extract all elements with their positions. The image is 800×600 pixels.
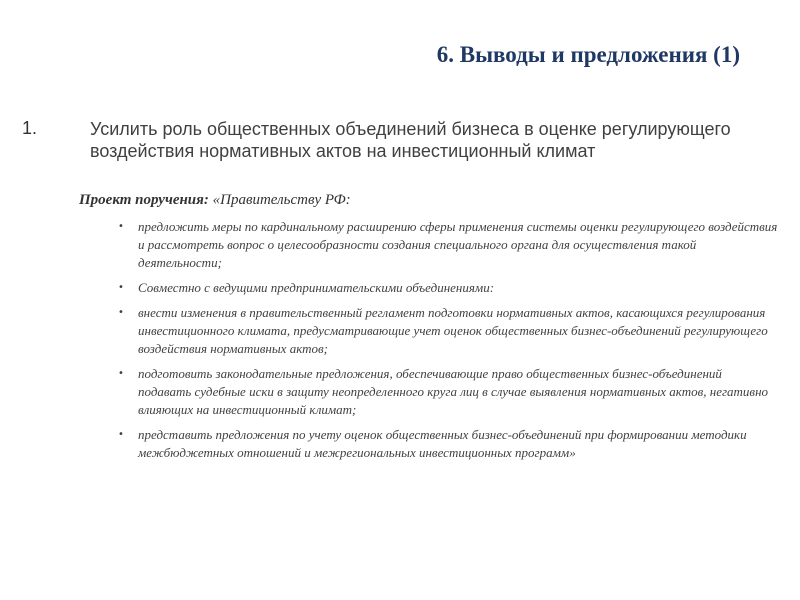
bullet-icon: • <box>118 221 124 232</box>
instruction-bullet-list <box>118 218 778 469</box>
bullet-icon: • <box>118 368 124 379</box>
instruction-addressee: «Правительству РФ: <box>212 192 351 208</box>
instruction-label: Проект поручения: <box>79 192 209 208</box>
bullet-text: представить предложения по учету оценок общественных бизнес-объединений при формировании методики межбюджетных отношений и межрегиональных инвестиционных программ» <box>138 427 747 460</box>
bullet-icon: • <box>118 307 124 318</box>
main-item-number: 1. <box>22 118 38 138</box>
bullet-item <box>118 218 778 272</box>
bullet-item <box>118 304 778 358</box>
instruction-heading <box>79 192 351 209</box>
bullet-text: внести изменения в правительственный регламент подготовки нормативных актов, касающихся регулирования инвестиционного климата, предусматривающие учет оценок общественных бизнес-объединений регулирующего воздействия нормативных актов; <box>138 305 768 356</box>
bullet-item <box>118 426 778 462</box>
bullet-icon: • <box>118 429 124 440</box>
bullet-item <box>118 365 778 419</box>
bullet-text: подготовить законодательные предложения, обеспечивающие право общественных бизнес-объединений подавать судебные иски в защиту неопределенного круга лиц в случае выявления нормативных актов, негативно влияющих на инвестиционный климат; <box>138 366 769 417</box>
bullet-icon: • <box>118 282 124 293</box>
bullet-text: предложить меры по кардинальному расширению сферы применения системы оценки регулирующего воздействия и рассмотреть вопрос о целесообразности создания специального органа для осуществления такой деятельности; <box>138 219 778 270</box>
bullet-item <box>118 279 778 297</box>
bullet-text: Совместно с ведущими предпринимательскими объединениями: <box>138 280 495 295</box>
main-item-text: Усилить роль общественных объединений бизнеса в оценке регулирующего воздействия нормативных актов на инвестиционный климат <box>90 119 731 161</box>
slide-title: 6. Выводы и предложения (1) <box>436 42 740 67</box>
